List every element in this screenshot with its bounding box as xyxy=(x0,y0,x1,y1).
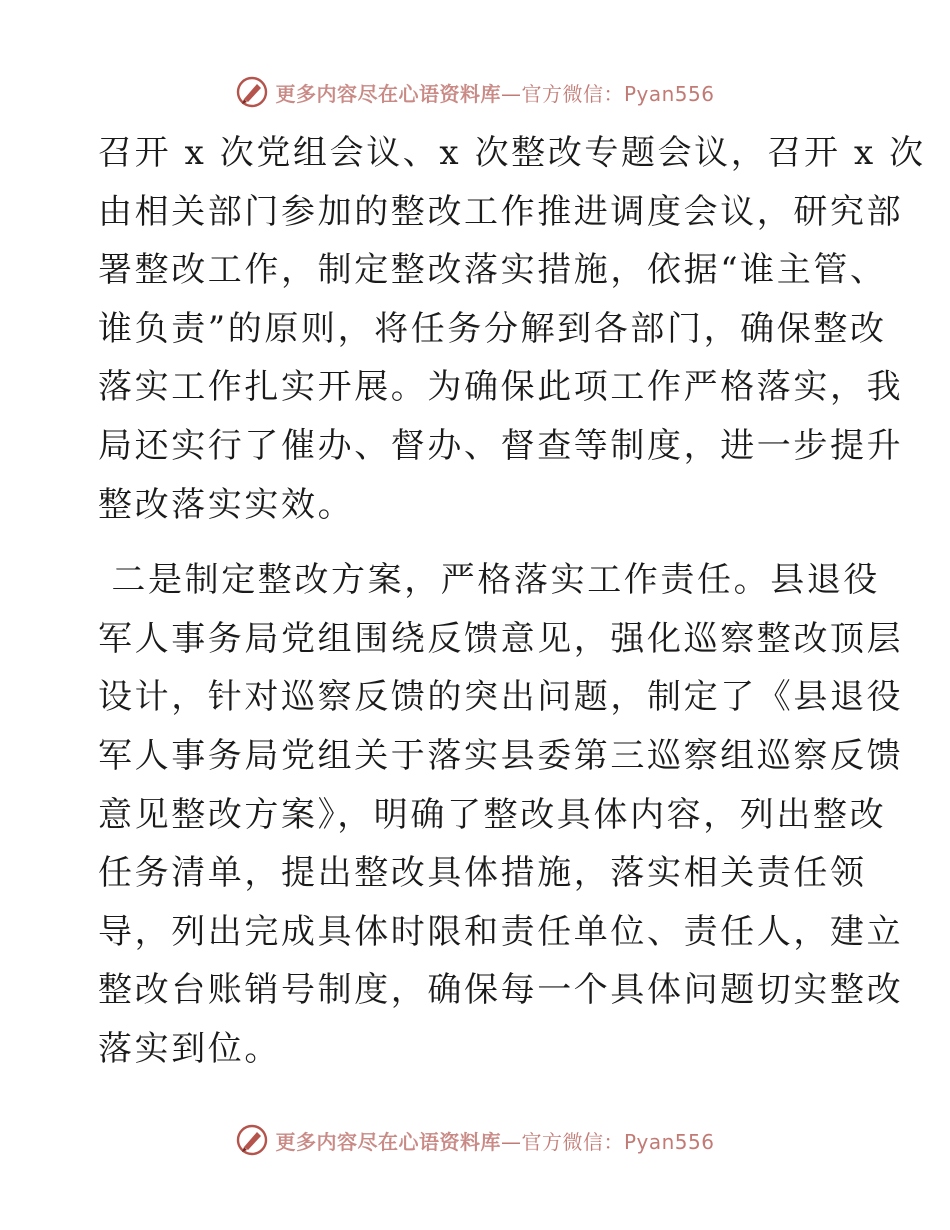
document-body xyxy=(98,124,926,1079)
text-line: 军人事务局党组关于落实县委第三巡察组巡察反馈 xyxy=(98,735,904,776)
footer-banner-dash: — xyxy=(500,1129,522,1154)
text-line: 军人事务局党组围绕反馈意见，强化巡察整改顶层 xyxy=(98,618,904,659)
text-line: 意见整改方案》，明确了整改具体内容，列出整改 xyxy=(98,794,887,835)
text-line: 导，列出完成具体时限和责任单位、责任人，建立 xyxy=(98,911,904,952)
text-line: 召开 x 次党组会议、x 次整改专题会议，召开 x 次 xyxy=(98,133,926,173)
header-banner-text xyxy=(275,78,714,107)
text-line: 落实到位。 xyxy=(98,1028,281,1069)
text-line: 落实工作扎实开展。为确保此项工作严格落实，我 xyxy=(98,367,904,408)
footer-banner xyxy=(0,1118,950,1162)
text-line: 设计，针对巡察反馈的突出问题，制定了《县退役 xyxy=(98,677,904,718)
header-banner-dash: — xyxy=(500,81,522,106)
text-line: 二是制定整改方案，严格落实工作责任。县退役 xyxy=(98,560,881,601)
header-banner xyxy=(0,70,950,114)
pen-logo-icon xyxy=(235,1123,269,1157)
text-line: 整改台账销号制度，确保每一个具体问题切实整改 xyxy=(98,970,904,1011)
text-line: 署整改工作，制定整改落实措施，依据“谁主管、 xyxy=(98,250,887,291)
pen-logo-icon xyxy=(235,75,269,109)
text-line: 整改落实实效。 xyxy=(98,484,355,525)
text-line: 任务清单，提出整改具体措施，落实相关责任领 xyxy=(98,853,867,894)
header-banner-wechat: 官方微信：Pyan556 xyxy=(521,81,715,106)
header-banner-title: 更多内容尽在心语资料库 xyxy=(275,81,501,106)
text-line: 局还实行了催办、督办、督查等制度，进一步提升 xyxy=(98,425,904,466)
text-line: 由相关部门参加的整改工作推进调度会议，研究部 xyxy=(98,191,904,232)
paragraph-1 xyxy=(98,124,926,534)
footer-banner-wechat: 官方微信：Pyan556 xyxy=(521,1129,715,1154)
paragraph-2 xyxy=(98,551,904,1078)
text-line: 谁负责”的原则，将任务分解到各部门，确保整改 xyxy=(98,308,887,349)
footer-banner-text xyxy=(275,1126,714,1155)
footer-banner-title: 更多内容尽在心语资料库 xyxy=(275,1129,501,1154)
